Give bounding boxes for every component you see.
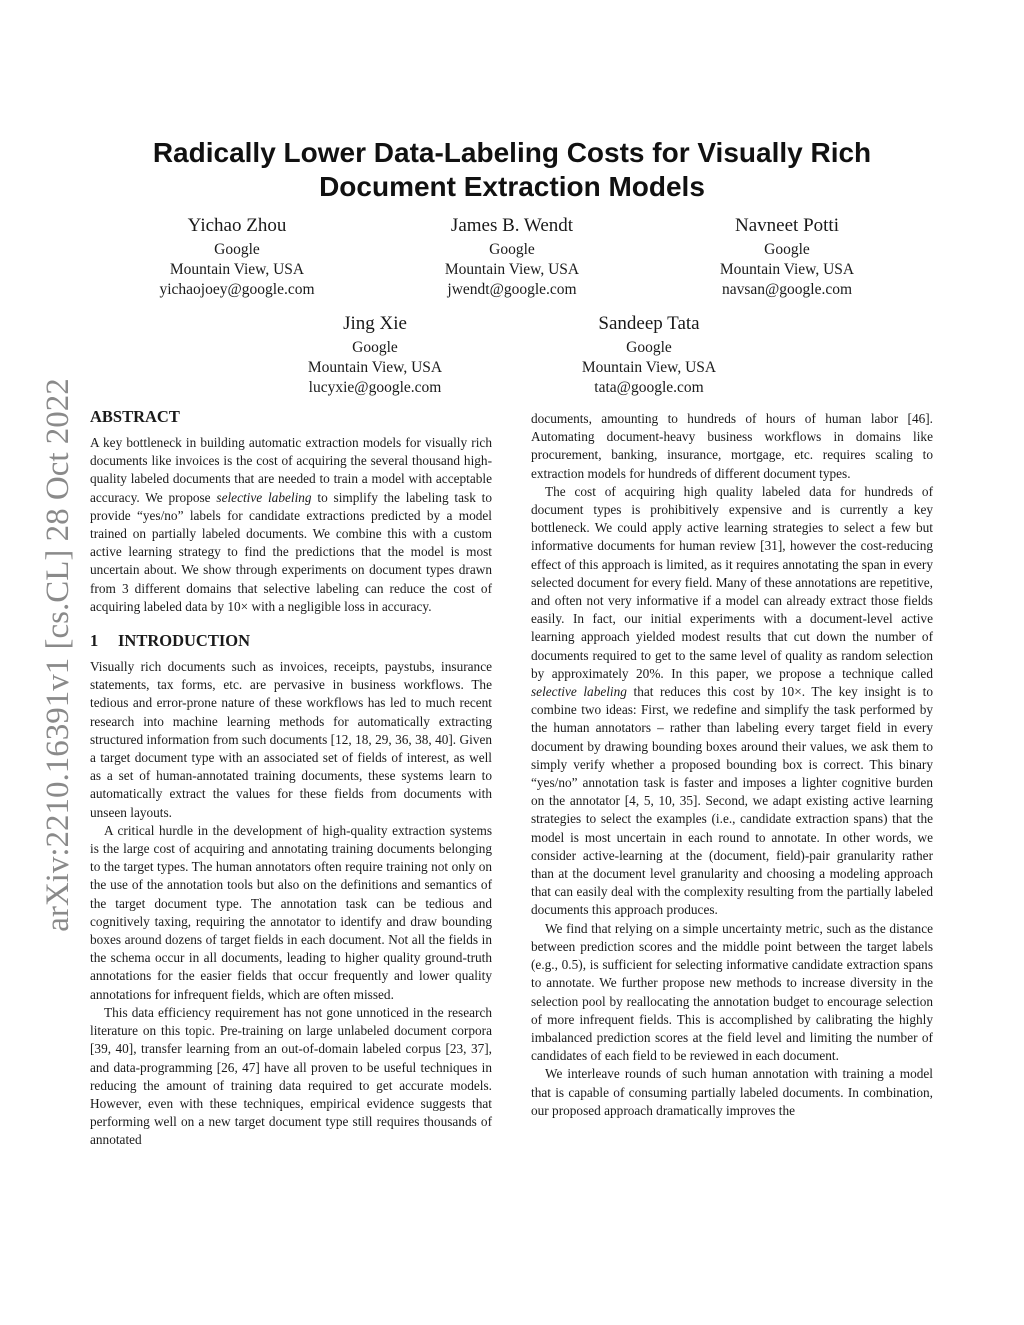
author-location: Mountain View, USA: [444, 261, 580, 278]
author-name: Navneet Potti: [735, 215, 839, 236]
introduction-heading: [90, 630, 492, 652]
author-email: jwendt@google.com: [447, 281, 577, 298]
author-affiliation: Google: [214, 241, 260, 258]
intro-paragraph-5: [531, 483, 933, 920]
author-affiliation: Google: [764, 241, 810, 258]
intro-paragraph-7: We interleave rounds of such human annotation with training a model that is capable of consuming partially labeled documents. In combination, our proposed approach dramatically improves the: [531, 1066, 933, 1118]
right-column: [531, 410, 933, 1120]
author-affiliation: Google: [352, 339, 398, 356]
abstract-emphasis: selective labeling: [216, 489, 312, 505]
author-location: Mountain View, USA: [169, 261, 305, 278]
left-column: [90, 406, 492, 1150]
intro-paragraph-6: We find that relying on a simple uncertainty metric, such as the distance between prediction scores and the middle point between the target labels (e.g., 0.5), is sufficient for selecting informative candidate extraction spans to annotate. We further propose new methods to increase diversity in the selection pool by reallocating the annotation budget to encourage selection of more infrequent fields. This is accomplished by calibrating the highly imbalanced prediction scores at the field level and limiting the number of candidates of each field to be reviewed in each document.: [531, 920, 933, 1064]
intro-paragraph-2: A critical hurdle in the development of high-quality extraction systems is the large cost of acquiring and annotating training documents belonging to the target types. The human annotators often require training not only on the use of the annotation tools but also on the definitions and semantics of the target document type. The annotation task can be tedious and cognitively taxing, requiring the annotator to identify and draw bounding boxes around dozens of target fields in each document. Not all the fields in the schema occur in all documents, leading to higher quality ground-truth annotations for the easier fields that occur frequently and lower quality annotations for infrequent fields, which are often missed.: [90, 822, 492, 1002]
intro-paragraph-4: documents, amounting to hundreds of hours of human labor [46]. Automating document-heavy business workflows in domains like procurement, banking, insurance, mortgage, etc. requires scaling to extraction models for hundreds of different document types.: [531, 411, 933, 481]
paragraph-text-part: that reduces this cost by 10×. The key insight is to combine two ideas: First, we redefine and simplify the task performed by the human annotators – rather than labeling every target field in every document by drawing bounding boxes around their values, we ask them to simply verify whether a proposed bounding box is correct. This binary “yes/no” annotation task is faster and imposes a lighter cognitive burden on the annotator [4, 5, 10, 35]. Second, we adapt existing active learning strategies to select the examples (i.e., candidate extraction spans) that the model is most uncertain in each round to annotate. In other words, we consider active-learning at the (document, field)-pair granularity rather than at the document level granularity and choosing a modeling approach that can easily deal with the complexity resulting from the partially labeled documents this approach produces.: [531, 684, 933, 918]
author-block-4: [245, 312, 505, 398]
title-line-1: Radically Lower Data-Labeling Costs for Visually Rich: [152, 137, 872, 168]
author-location: Mountain View, USA: [719, 261, 855, 278]
author-name: Jing Xie: [343, 313, 407, 334]
author-email: tata@google.com: [594, 379, 704, 396]
author-affiliation: Google: [626, 339, 672, 356]
abstract-text-part: A key bottleneck in building automatic extraction models for visually rich documents like invoices is the cost of acquiring the several thousand high-quality labeled documents that are needed to train a model with acceptable accuracy. We propose: [90, 435, 492, 505]
author-affiliation: Google: [489, 241, 535, 258]
author-name: James B. Wendt: [450, 215, 574, 236]
author-name: Sandeep Tata: [598, 313, 700, 334]
author-name: Yichao Zhou: [187, 215, 287, 236]
paragraph-emphasis: selective labeling: [531, 684, 627, 700]
author-block-3: [657, 214, 917, 300]
author-block-1: [107, 214, 367, 300]
author-block-5: [519, 312, 779, 398]
abstract-paragraph: [90, 434, 492, 616]
paper-title: [100, 136, 924, 204]
author-email: navsan@google.com: [721, 281, 853, 298]
arxiv-identifier-stamp: arXiv:2210.16391v1 [cs.CL] 28 Oct 2022: [40, 378, 76, 932]
author-block-2: [382, 214, 642, 300]
author-email: lucyxie@google.com: [308, 379, 442, 396]
paragraph-text-part: The cost of acquiring high quality labeled data for hundreds of document types is prohibitively expensive and is currently a key bottleneck. We could apply active learning strategies to select a few but informative documents for human review [31], however the cost-reducing effect of this approach is limited, as it requires annotating the span in every selected document for every field. Many of these annotations are repetitive, and often not very informative if a model can already extract those fields easily. In fact, our initial experiments with a document-level active learning approach yielded modest results that cut down the number of documents required to get to the same level of quality as random selection by approximately 20%. In this paper, we propose a technique called: [531, 483, 933, 681]
intro-paragraph-3: This data efficiency requirement has not gone unnoticed in the research literature on this topic. Pre-training on large unlabeled document corpora [39, 40], transfer learning from an out-of-domain labeled corpus [23, 37], and data-programming [26, 47] have all proven to be useful techniques in reducing the amount of training data required to get accurate models. However, even with these techniques, empirical evidence suggests that performing well on a new target document type still requires thousands of annotated: [90, 1004, 492, 1148]
author-location: Mountain View, USA: [307, 359, 443, 376]
section-title: INTRODUCTION: [118, 631, 251, 651]
title-line-2: Document Extraction Models: [319, 171, 705, 202]
abstract-text-part: to simplify the labeling task to provide “yes/no” labels for candidate extractions predicted by a model trained on partially labeled documents. We combine this with a custom active learning strategy to find the predictions that the model is most uncertain about. We show through experiments on document types drawn from 3 different domains that selective labeling can reduce the cost of acquiring labeled data by 10× with a negligible loss in accuracy.: [90, 489, 493, 614]
abstract-heading: ABSTRACT: [90, 407, 180, 426]
author-location: Mountain View, USA: [581, 359, 717, 376]
section-number: 1: [90, 631, 99, 651]
author-email: yichaojoey@google.com: [159, 281, 315, 298]
intro-paragraph-1: Visually rich documents such as invoices, receipts, paystubs, insurance statements, tax forms, etc. are pervasive in business workflows. The tedious and error-prone nature of these workflows has led to much recent research into machine learning methods for automatically extracting structured information from such documents [12, 18, 29, 36, 38, 40]. Given a target document type with an associated set of fields of interest, as well as a set of human-annotated training documents, these systems learn to automatically extract the values for these fields from documents with unseen layouts.: [90, 659, 492, 820]
